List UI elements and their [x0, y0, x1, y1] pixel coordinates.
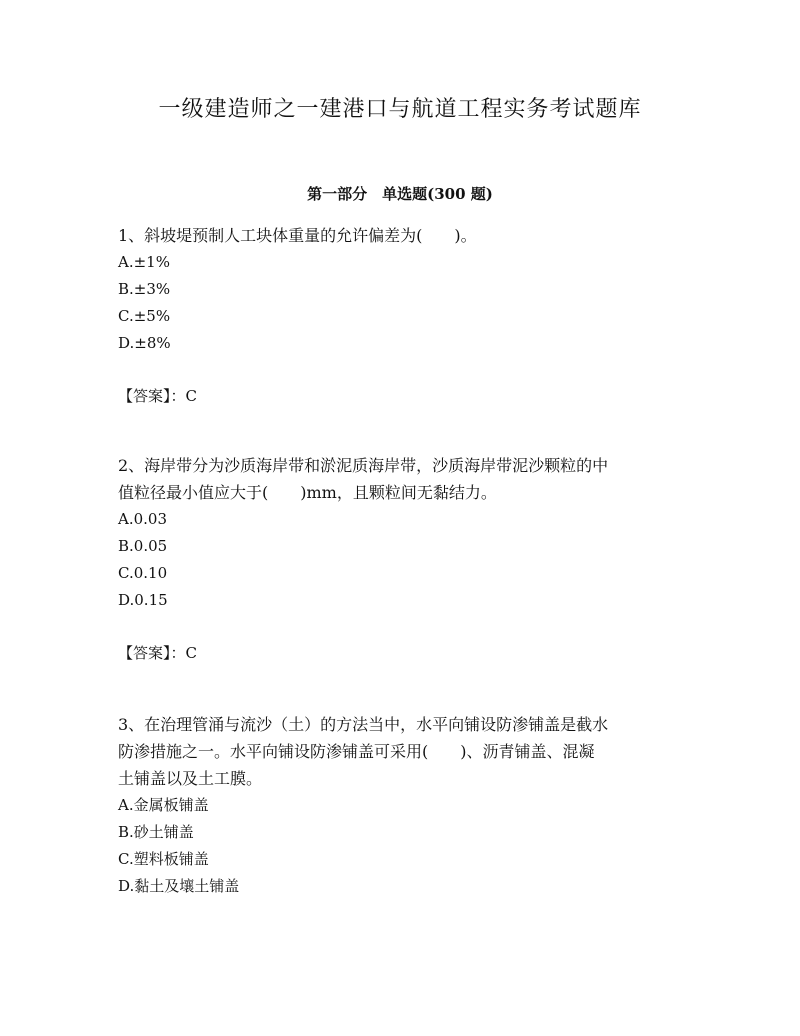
question-2: [118, 452, 678, 667]
question-stem-line-3: 土铺盖以及土工膜。: [118, 769, 263, 788]
section-title: 第一部分 单选题(300 题): [307, 185, 493, 203]
question-stem: 1、斜坡堤预制人工块体重量的允许偏差为( )。: [118, 226, 477, 245]
question-stem-line-1: 2、海岸带分为沙质海岸带和淤泥质海岸带，沙质海岸带泥沙颗粒的中: [118, 456, 609, 475]
question-stem-line-2: 值粒径最小值应大于( )mm，且颗粒间无黏结力。: [118, 483, 497, 502]
option-a: A.±1%: [118, 253, 170, 271]
answer-line: 【答案】：C: [118, 644, 197, 662]
option-b: B.±3%: [118, 280, 171, 298]
option-c: C.塑料板铺盖: [118, 850, 209, 868]
option-d: D.黏土及壤土铺盖: [118, 877, 240, 895]
question-1: [118, 222, 678, 410]
question-stem-line-2: 防渗措施之一。水平向铺设防渗铺盖可采用( )、沥青铺盖、混凝: [118, 742, 595, 761]
option-a: A.金属板铺盖: [118, 796, 209, 814]
answer-line: 【答案】：C: [118, 387, 197, 405]
option-d: D.±8%: [118, 334, 171, 352]
question-3: [118, 711, 678, 900]
option-b: B.砂土铺盖: [118, 823, 194, 841]
option-c: C.0.10: [118, 564, 168, 582]
option-a: A.0.03: [118, 510, 167, 528]
option-c: C.±5%: [118, 307, 171, 325]
spacer: [118, 614, 678, 640]
question-stem-line-1: 3、在治理管涌与流沙（土）的方法当中，水平向铺设防渗铺盖是截水: [118, 715, 609, 734]
option-b: B.0.05: [118, 537, 168, 555]
spacer: [118, 357, 678, 383]
option-d: D.0.15: [118, 591, 168, 609]
document-title: 一级建造师之一建港口与航道工程实务考试题库: [158, 97, 642, 122]
